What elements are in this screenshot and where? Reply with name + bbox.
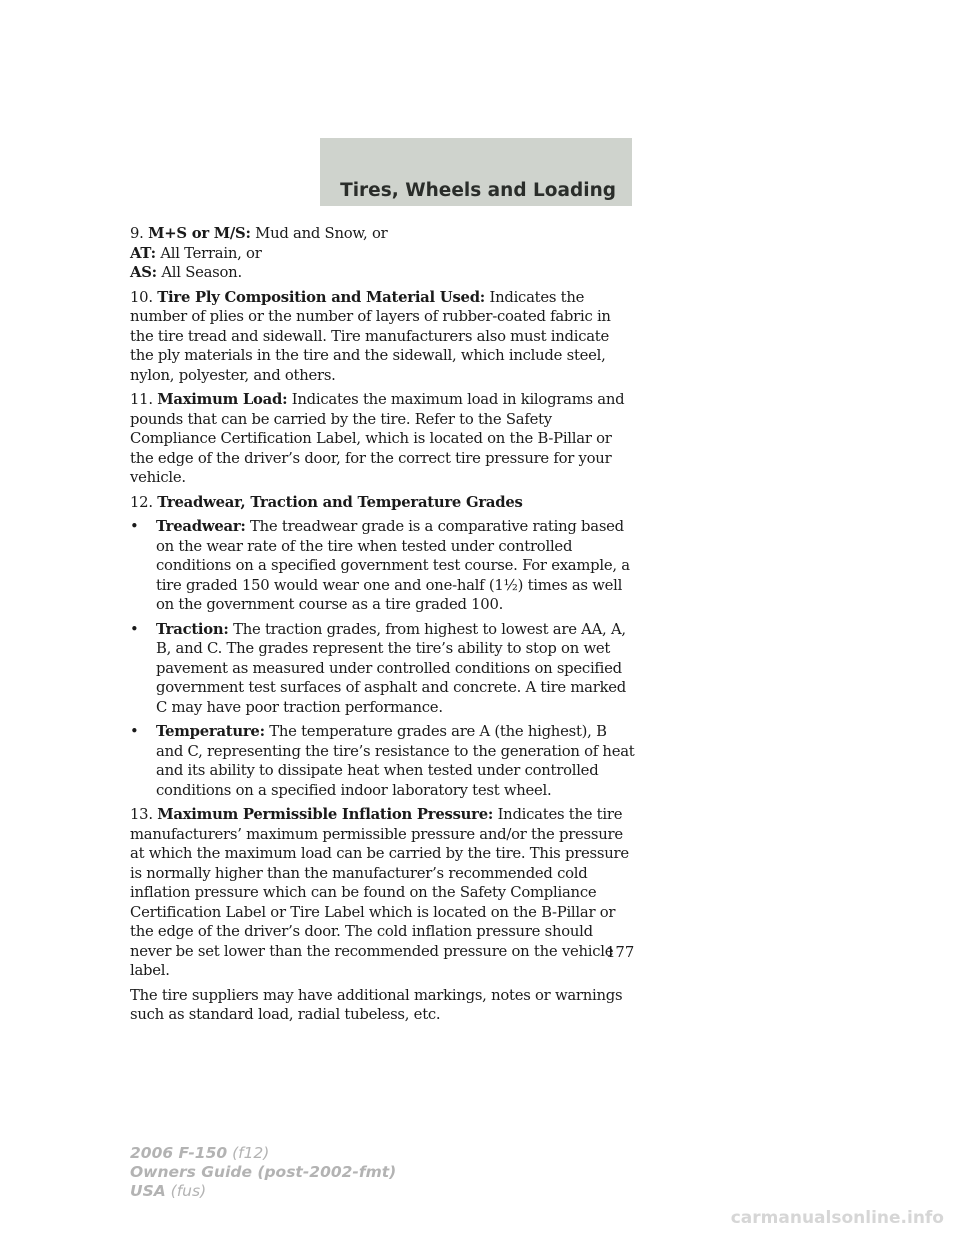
item-number: 12. [130, 493, 153, 511]
bullet-desc: The treadwear grade is a comparative rating based on the wear rate of the tire when tested under controlled conditions on a specified government test course. For example, a tire graded 150 would wear one and one-half (1½) times as well on the government course as a tire graded 100. [156, 518, 630, 613]
bullet-icon: • [130, 620, 139, 638]
item-9 [130, 224, 635, 283]
bullet-temperature [130, 722, 635, 800]
item-number: 10. [130, 288, 153, 306]
bullet-desc: The temperature grades are A (the highest), B and C, representing the tire’s resistance to the generation of heat and its ability to dissipate heat when tested under controlled conditions on a specified indoor laboratory test wheel. [156, 723, 635, 799]
bullet-desc: The traction grades, from highest to lowest are AA, A, B, and C. The grades represent the tire’s ability to stop on wet pavement as measured under controlled conditions on specified government test surfaces of asphalt and concrete. A tire marked C may have poor traction performance. [156, 620, 627, 716]
section-header-band [320, 138, 632, 206]
item-desc: All Terrain, or [155, 244, 262, 262]
item-desc: All Season. [156, 264, 242, 281]
page-number: 177 [606, 944, 635, 961]
item-term: Treadwear, Traction and Temperature Grades [157, 493, 523, 511]
bullet-icon: • [130, 518, 139, 535]
document-footer [130, 1144, 396, 1201]
closing-paragraph: The tire suppliers may have additional markings, notes or warnings such as standard load, radial tubeless, etc. [130, 986, 623, 1023]
footer-model: 2006 F-150 [130, 1144, 228, 1162]
bullet-term: Traction: [156, 620, 229, 638]
bullet-traction [130, 620, 635, 718]
bullet-term: Treadwear: [156, 518, 246, 535]
item-number: 13. [130, 806, 153, 823]
item-desc: Indicates the number of plies or the number of layers of rubber-coated fabric in the tire tread and sidewall. Tire manufacturers also must indicate the ply materials in the tire and the sidewall, which include steel, nylon, polyester, and others. [130, 288, 611, 384]
item-desc: Mud and Snow, or [250, 225, 388, 242]
watermark: carmanualsonline.info [730, 1208, 944, 1228]
section-title: Tires, Wheels and Loading [340, 180, 616, 201]
item-desc: Indicates the tire manufacturers’ maximum permissible pressure and/or the pressure at which the maximum load can be carried by the tire. This pressure is normally higher than the manufacturer’s recommended cold inflation pressure which can be found on the Safety Compliance Certification Label or Tire Label which is located on the B-Pillar or the edge of the driver’s door. The cold inflation pressure should never be set lower than the recommended pressure on the vehicle label. [130, 806, 629, 979]
item-11 [130, 390, 635, 488]
bullet-icon: • [130, 723, 139, 740]
item-term: Tire Ply Composition and Material Used: [157, 288, 486, 306]
bullet-treadwear [130, 517, 635, 615]
bullet-term: Temperature: [156, 723, 265, 740]
item-number: 9. [130, 225, 144, 242]
footer-guide: Owners Guide (post-2002-fmt) [130, 1163, 397, 1181]
footer-code: (f12) [227, 1144, 270, 1162]
item-term: M+S or M/S: [148, 225, 251, 242]
item-term: AS: [130, 264, 157, 281]
item-term: AT: [130, 244, 156, 262]
item-term: Maximum Permissible Inflation Pressure: [157, 806, 494, 823]
footer-market-code: (fus) [165, 1182, 207, 1200]
item-10 [130, 288, 635, 386]
item-number: 11. [130, 391, 153, 408]
page-content [130, 224, 635, 1030]
item-12 [130, 493, 635, 513]
item-term: Maximum Load: [157, 391, 288, 408]
footer-market: USA [130, 1182, 166, 1200]
item-13 [130, 805, 635, 981]
item-desc: Indicates the maximum load in kilograms and pounds that can be carried by the tire. Refer to the Safety Compliance Certification Label, which is located on the B-Pillar or the edge of the driver’s door, for the correct tire pressure for your vehicle. [130, 391, 625, 486]
